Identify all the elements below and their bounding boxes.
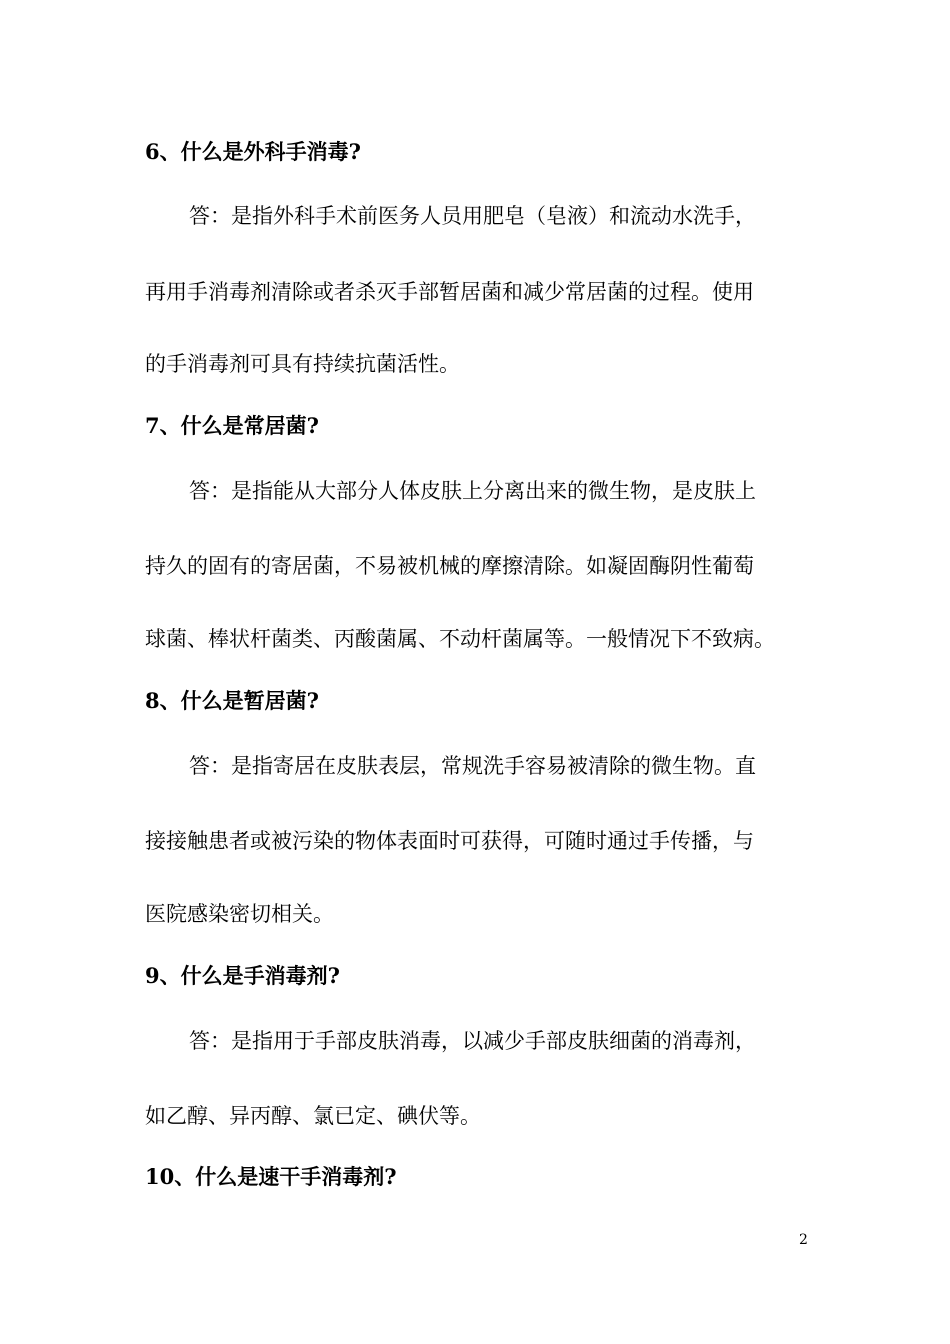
answer-line: 答：是指寄居在皮肤表层，常规洗手容易被清除的微生物。直 xyxy=(189,754,756,778)
answer-line: 的手消毒剂可具有持续抗菌活性。 xyxy=(145,352,460,376)
question-heading: 10、什么是速干手消毒剂? xyxy=(145,1164,397,1189)
question-heading: 6、什么是外科手消毒? xyxy=(145,139,361,164)
answer-line: 答：是指用于手部皮肤消毒，以减少手部皮肤细菌的消毒剂， xyxy=(189,1029,756,1053)
answer-line: 接接触患者或被污染的物体表面时可获得，可随时通过手传播，与 xyxy=(145,829,754,853)
answer-line: 答：是指能从大部分人体皮肤上分离出来的微生物，是皮肤上 xyxy=(189,479,756,503)
answer-line: 持久的固有的寄居菌，不易被机械的摩擦清除。如凝固酶阴性葡萄 xyxy=(145,554,754,578)
answer-line: 球菌、棒状杆菌类、丙酸菌属、不动杆菌属等。一般情况下不致病。 xyxy=(145,627,775,651)
question-heading: 7、什么是常居菌? xyxy=(145,413,319,438)
answer-line: 再用手消毒剂清除或者杀灭手部暂居菌和减少常居菌的过程。使用 xyxy=(145,280,754,304)
question-heading: 9、什么是手消毒剂? xyxy=(145,963,340,988)
answer-line: 医院感染密切相关。 xyxy=(145,902,334,926)
answer-line: 如乙醇、异丙醇、氯已定、碘伏等。 xyxy=(145,1104,481,1128)
answer-line: 答：是指外科手术前医务人员用肥皂（皂液）和流动水洗手， xyxy=(189,204,756,228)
question-heading: 8、什么是暂居菌? xyxy=(145,688,319,713)
page-number: 2 xyxy=(799,1232,808,1248)
